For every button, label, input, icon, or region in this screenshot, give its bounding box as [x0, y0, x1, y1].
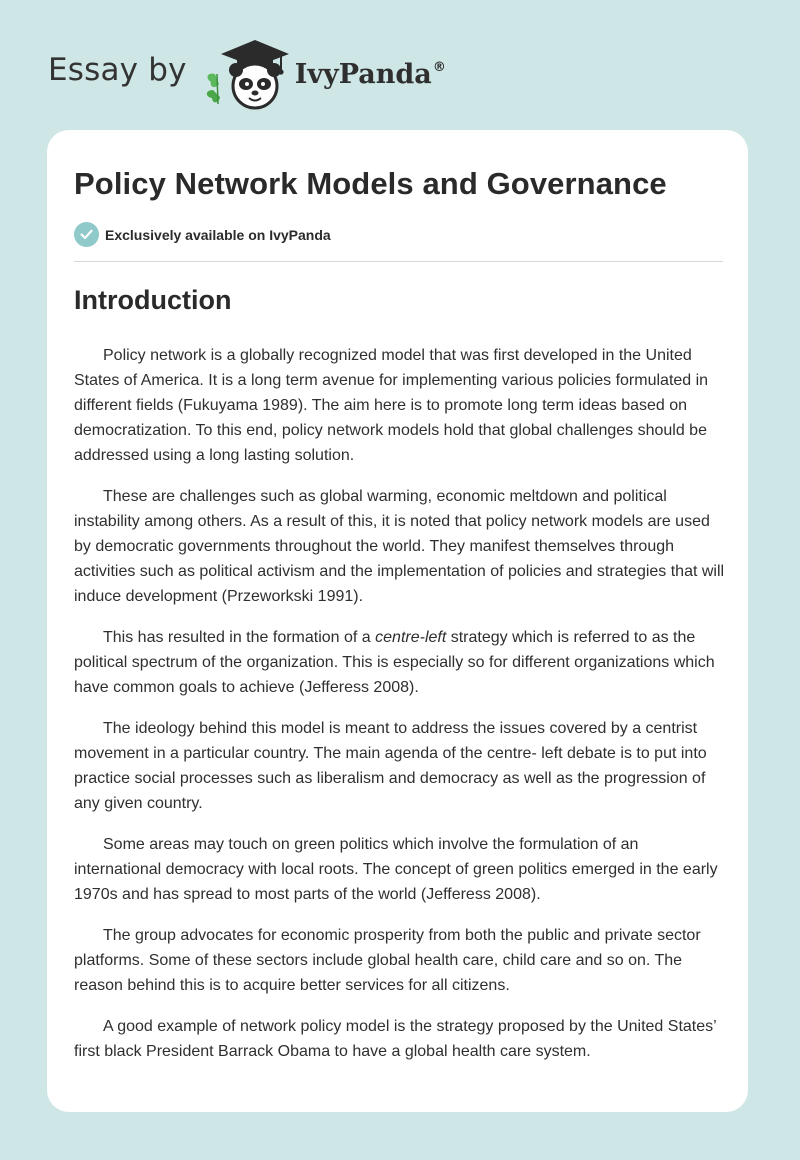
exclusive-label: Exclusively available on IvyPanda: [105, 226, 331, 243]
paragraph: These are challenges such as global warming, economic meltdown and political instability among others. As a result of this, it is noted that policy network models are used by democratic governments throughout the world. They manifest themselves through activities such as political activism and the implementation of policies and strategies that will induce development (Przeworkski 1991).: [74, 488, 725, 605]
panda-graduate-icon[interactable]: [201, 34, 293, 114]
brand-header: [48, 34, 446, 114]
paragraph: The group advocates for economic prosperity from both the public and private sector platforms. Some of these sectors include global health care, child care and so on. The reason behind this is to acquire better services for all citizens.: [74, 927, 701, 994]
page-title: Policy Network Models and Governance: [74, 166, 667, 201]
essay-body: [74, 343, 729, 1080]
essay-card: [47, 130, 748, 1112]
paragraph: A good example of network policy model is the strategy proposed by the United States’ first black President Barrack Obama to have a global health care system.: [74, 1018, 717, 1060]
check-circle-icon: [74, 222, 99, 247]
exclusive-badge: [74, 222, 331, 247]
section-heading: Introduction: [74, 285, 232, 315]
paragraph-text: This has resulted in the formation of a: [103, 629, 376, 646]
title-divider: [74, 261, 723, 262]
emphasis-text: centre-left: [375, 629, 447, 646]
paragraph: Policy network is a globally recognized model that was first developed in the United States of America. It is a long term avenue for implementing various policies formulated in different fields (Fukuyama 1989). The aim here is to promote long term ideas based on democratization. To this end, policy network models hold that global challenges should be addressed using a long lasting solution.: [74, 347, 709, 464]
brand-name[interactable]: [295, 59, 446, 90]
brand-prefix: Essay by: [48, 52, 187, 88]
paragraph-text: strategy which is referred to as the political spectrum of the organization. This is especially so for different organizations which have common goals to achieve (Jefferess 2008).: [74, 629, 715, 696]
paragraph: The ideology behind this model is meant to address the issues covered by a centrist movement in a particular country. The main agenda of the centre- left debate is to put into practice social processes such as liberalism and democracy as well as the progression of any given country.: [74, 720, 707, 812]
brand-name-text: IvyPanda: [294, 58, 432, 90]
registered-mark: ®: [432, 59, 446, 75]
paragraph: [74, 625, 729, 700]
paragraph: Some areas may touch on green politics which involve the formulation of an international democracy with local roots. The concept of green politics emerged in the early 1970s and has spread to most parts of the world (Jefferess 2008).: [74, 836, 718, 903]
